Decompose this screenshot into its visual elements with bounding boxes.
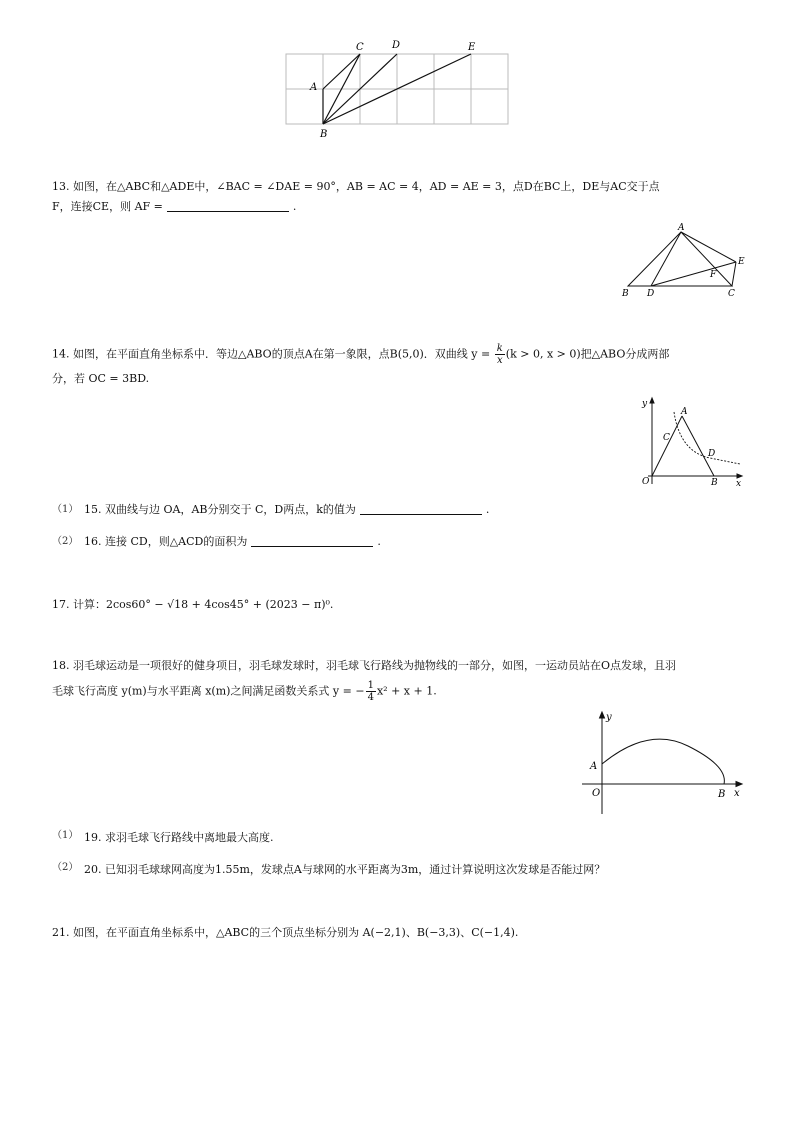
label-d: D — [392, 40, 401, 51]
q19-line: 19. 求羽毛球飞行路线中离地最大高度. — [84, 831, 274, 844]
axis-y-label: y — [642, 399, 648, 409]
q18-line2 — [52, 680, 437, 703]
frac-den: x — [496, 355, 503, 366]
label-c: C — [356, 42, 364, 53]
q15-num: （1） — [52, 504, 79, 515]
q13-text: F，连接CE，则 AF = — [52, 200, 163, 213]
frac-num: k — [496, 343, 503, 354]
label-a: A — [678, 223, 685, 233]
q14-line2: 分，若 OC = 3BD. — [52, 372, 150, 385]
fraction-one-quarter — [366, 680, 376, 703]
label-o: O — [592, 788, 601, 799]
q19-num: （1） — [52, 830, 79, 841]
label-b: B — [622, 289, 629, 298]
axis-y-label: y — [606, 712, 612, 723]
answer-blank-af[interactable] — [167, 199, 289, 212]
q14-figure — [636, 394, 748, 486]
q13-line2 — [52, 196, 296, 218]
label-d: D — [708, 449, 716, 459]
q18-line1: 18. 羽毛球运动是一项很好的健身项目，羽毛球发球时，羽毛球飞行路线为抛物线的一部分，如图，一运动员站在O点发球，且羽 — [52, 659, 677, 672]
label-c: C — [663, 433, 670, 443]
q17-line: 17. 计算：2cos60° − √18 + 4cos45° + (2023 − π)⁰. — [52, 598, 334, 611]
label-c: C — [728, 289, 735, 298]
q18-text-a: 毛球飞行高度 y(m)与水平距离 x(m)之间满足函数关系式 y = − — [52, 684, 365, 698]
q18-text-b: x² + x + 1. — [376, 684, 437, 698]
q14-line1 — [52, 343, 669, 366]
q20-line: 20. 已知羽毛球球网高度为1.55m，发球点A与球网的水平距离为3m，通过计算说明这次发球是否能过网？ — [84, 863, 606, 876]
frac-den: 4 — [367, 692, 374, 703]
grid-figure — [280, 36, 520, 142]
label-b: B — [718, 789, 726, 800]
q14-text-a: 14. 如图，在平面直角坐标系中．等边△ABO的顶点A在第一象限，点B(5,0)．双曲线 y = — [52, 347, 491, 361]
label-d: D — [647, 289, 655, 298]
frac-num: 1 — [367, 680, 374, 691]
q14-text-b: (k > 0, x > 0)把△ABO分成两部 — [505, 347, 670, 361]
q18-figure — [578, 708, 746, 816]
q16-line — [84, 532, 381, 552]
q15-end: . — [485, 503, 490, 516]
axis-x-label: x — [736, 479, 742, 486]
q13-line1: 13. 如图，在△ABC和△ADE中，∠BAC = ∠DAE = 90°，AB = AC = 4，AD = AE = 3，点D在BC上，DE与AC交于点 — [52, 180, 660, 193]
q21-line: 21. 如图，在平面直角坐标系中，△ABC的三个顶点坐标分别为 A(−2,1)、B(−3,3)、C(−1,4). — [52, 926, 519, 939]
q13-end: . — [292, 200, 297, 213]
q15-line — [84, 500, 489, 520]
label-e: E — [738, 257, 745, 267]
q16-num: （2） — [52, 536, 79, 547]
answer-blank-area[interactable] — [251, 534, 373, 547]
q13-figure — [618, 222, 748, 298]
q20-num: （2） — [52, 862, 79, 873]
axis-x-label: x — [734, 788, 740, 799]
label-e: E — [468, 42, 476, 53]
label-b: B — [711, 478, 718, 486]
q15-text: 15. 双曲线与边 OA，AB分别交于 C，D两点，k的值为 — [84, 503, 356, 516]
label-a: A — [310, 82, 318, 93]
answer-blank-k[interactable] — [360, 502, 482, 515]
label-a: A — [681, 407, 688, 417]
label-f: F — [710, 270, 717, 280]
label-b: B — [320, 129, 328, 140]
fraction-k-over-x — [495, 343, 505, 366]
label-o: O — [642, 477, 650, 486]
label-a: A — [590, 761, 598, 772]
q16-text: 16. 连接 CD，则△ACD的面积为 — [84, 535, 248, 548]
q16-end: . — [377, 535, 381, 548]
